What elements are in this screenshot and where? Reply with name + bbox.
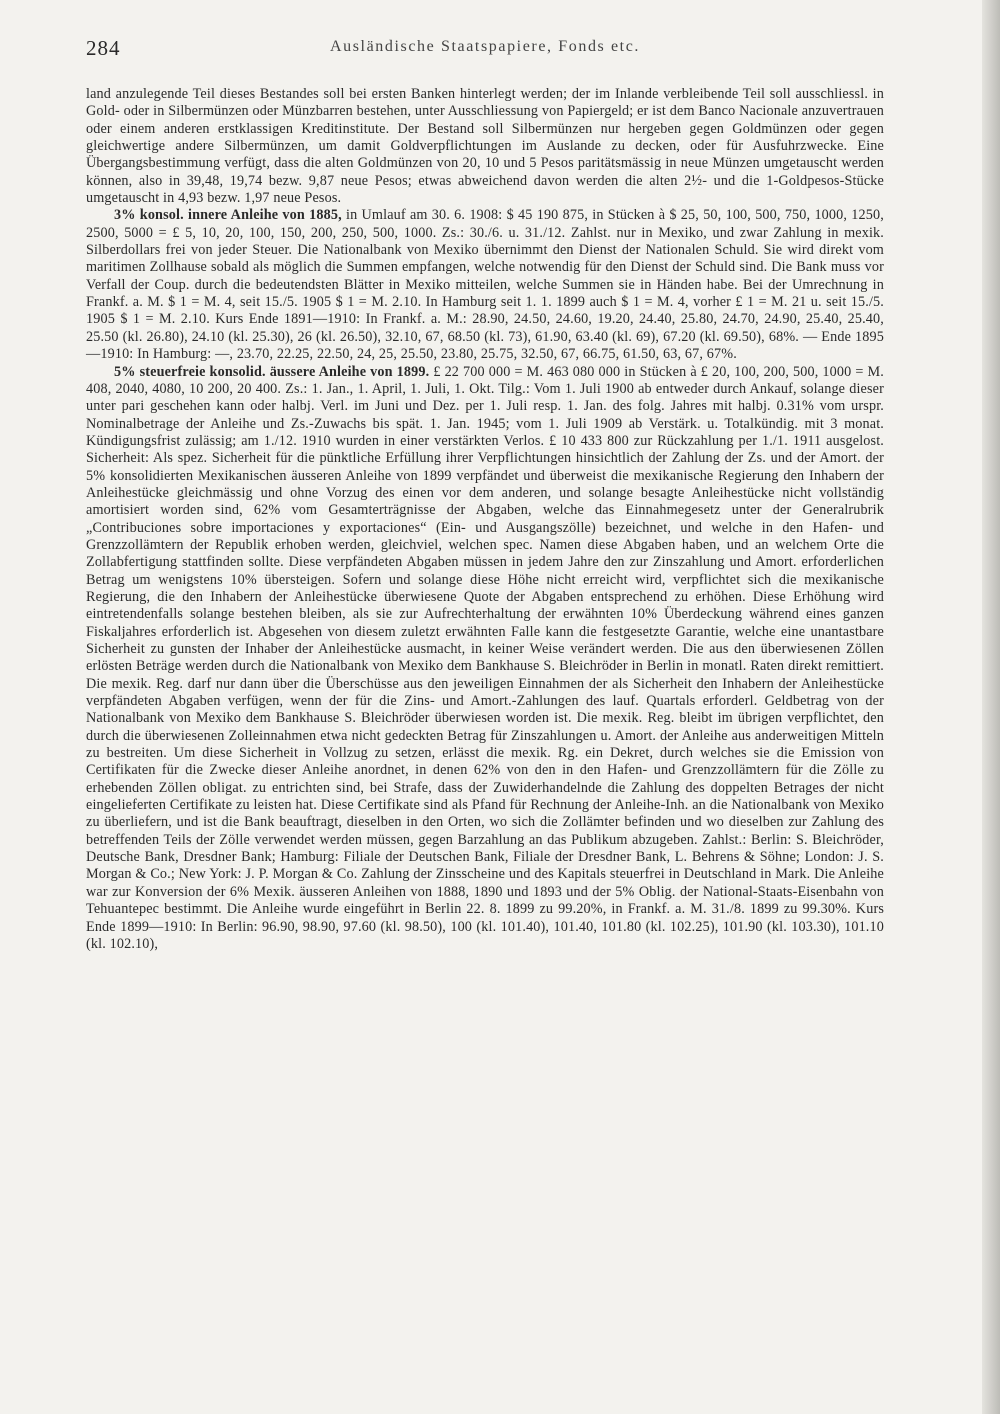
document-page [86, 32, 884, 953]
paragraph-anleihe-1885 [86, 207, 884, 363]
section-heading-anleihe-1885: 3% konsol. innere Anleihe von 1885, [114, 207, 342, 224]
page-number: 284 [86, 36, 121, 60]
page-body [86, 86, 884, 953]
paragraph-text: £ 22 700 000 = M. 463 080 000 in Stücken à £ 20, 100, 200, 500, 1000 = M. 408, 2040, 4080, 10 200, 20 400. Zs.: 1. Jan., 1. April, 1. Juli, 1. Okt. Tilg.: Vom 1. Juli 1900 ab entweder durch Ankauf, solange dieser unter pari geschehen kann oder halbj. Verl. im Juni und Dez. per 1. Juli resp. 1. Jan. des folg. Jahres mit halbj. 0.31% vom urspr. Nominalbetrage der Anleihe und Zs.-Zuwachs bis spät. 1. Jan. 1945; vom 1. Juli 1909 ab Verstärk. u. Totalkündig. mit 3 monat. Kündigungsfrist zulässig; am 1./12. 1910 wurden in einer verstärkten Verlos. £ 10 433 800 zur Rückzahlung per 1./1. 1911 ausgelost. Sicherheit: Als spez. Sicherheit für die pünktliche Erfüllung ihrer Verpflichtungen hinsichtlich der Zahlung der Zs. und der Amort. der 5% konsolidierten Mexikanischen äusseren Anleihe von 1899 verpfändet und überweist die mexikanische Regierung den Inhabern der Anleihestücke gleichmässig und ohne Vorzug des einen vor dem anderen, und solange besagte Anleihestücke nicht vollständig amortisiert worden sind, 62% vom Gesamterträgnisse der Abgaben, welche das Einnahmegesetz unter der Generalrubrik „Contribuciones sobre importaciones y exportaciones“ (Ein- und Ausgangszölle) bezeichnet, und welche in den Hafen- und Grenzzollämtern der Republik erhoben werden, gleichviel, welchen spec. Namen diese Abgaben haben, und an welchem Orte die Zollabfertigung stattfinden sollte. Diese verpfändeten Abgaben müssen in jedem Jahre den zur Zinszahlung und Amort. erforderlichen Betrag um wenigstens 10% übersteigen. Sofern und solange diese Höhe nicht erreicht wird, verpflichtet sich die mexikanische Regierung, die den Inhabern der Anleihestücke überwiesene Quote der Abgaben entsprechend zu erhöhen. Diese Erhöhung wird eintretendenfalls solange bestehen bleiben, als sie zur Aufrechterhaltung der erwähnten 10% Überdeckung während eines ganzen Fiskaljahres erforderlich ist. Abgesehen von diesem zuletzt erwähnten Falle kann die festgesetzte Garantie, welche eine unantastbare Sicherheit zu gunsten der Inhaber der Anleihestücke ausmacht, in keiner Weise verändert werden. Die aus den überwiesenen Zöllen erlösten Beträge werden durch die Nationalbank von Mexiko dem Bankhause S. Bleichröder in Berlin in monatl. Raten direkt remittiert. Die mexik. Reg. darf nur dann über die Überschüsse aus den jeweiligen Einnahmen der als Sicherheit den Inhabern der Anleihestücke verpfändeten Abgaben verfügen, wenn der für die Zins- und Amort.-Zahlungen des lauf. Quartals erforderl. Geldbetrag von der Nationalbank von Mexiko dem Bankhause S. Bleichröder überwiesen worden ist. Die mexik. Reg. bleibt im übrigen verpflichtet, den durch die überwiesenen Zolleinnahmen etwa nicht gedeckten Betrag für Zinszahlungen u. Amort. der Anleihe aus anderweitigen Mitteln zu bestreiten. Um diese Sicherheit in Vollzug zu setzen, erlässt die mexik. Rg. ein Dekret, durch welches sie die Emission von Certifikaten für die Zwecke dieser Anleihe anordnet, in denen 62% von den in den Hafen- und Grenzzollämtern für die Zölle zu erhebenden Zöllen obligat. zu entrichten sind, bei Strafe, dass der Zuwiderhandelnde die Zahlung des doppelten Betrages der nicht eingelieferten Certifikate zu leisten hat. Diese Certifikate sind als Pfand für Rechnung der Anleihe-Inh. an die Nationalbank von Mexiko zu überliefern, und ist die Bank beauftragt, dieselben in den Orten, wo sich die Zollämter befinden und wo dieselben zur Zahlung des betreffenden Teils der Zölle verwendet werden müssen, gegen Barzahlung an das Publikum abzugeben. Zahlst.: Berlin: S. Bleichröder, Deutsche Bank, Dresdner Bank; Hamburg: Filiale der Deutschen Bank, Filiale der Dresdner Bank, L. Behrens & Söhne; London: J. S. Morgan & Co.; New York: J. P. Morgan & Co. Zahlung der Zinsscheine und des Kapitals steuerfrei in Deutschland in Mark. Die Anleihe war zur Konversion der 6% Mexik. äusseren Anleihen von 1888, 1890 und 1893 und der 5% Oblig. der National-Staats-Eisenbahn von Tehuantepec bestimmt. Die Anleihe wurde eingeführt in Berlin 22. 8. 1899 zu 99.20%, in Frankf. a. M. 31./8. 1899 zu 99.30%. Kurs Ende 1899—1910: In Berlin: 96.90, 98.90, 97.60 (kl. 98.50), 100 (kl. 101.40), 101.40, 101.80 (kl. 102.25), 101.90 (kl. 103.30), 101.10 (kl. 102.10), [86, 363, 884, 952]
book-binding-shadow [982, 0, 1000, 1414]
paragraph-text: in Umlauf am 30. 6. 1908: $ 45 190 875, in Stücken à $ 25, 50, 100, 500, 750, 1000, 1250, 2500, 5000 = £ 5, 10, 20, 100, 150, 200, 250, 500, 1000. Zs.: 30./6. u. 31./12. Zahlst. nur in Mexiko, und zwar Zahlung in mexik. Silberdollars frei von jeder Steuer. Die Nationalbank von Mexiko übernimmt den Dienst der Nationalen Schuld. Sie wird direkt vom maritimen Zollhause sobald als möglich die Summen empfangen, welche notwendig für den Dienst der Schuld sind. Die Bank muss vor Verfall der Coup. durch die bedeutendsten Blätter in Mexiko mitteilen, welche Summen sie in Händen habe. Bei der Umrechnung in Frankf. a. M. $ 1 = M. 4, seit 15./5. 1905 $ 1 = M. 2.10. In Hamburg seit 1. 1. 1899 auch $ 1 = M. 4, vorher £ 1 = M. 21 u. seit 15./5. 1905 $ 1 = M. 2.10. Kurs Ende 1891—1910: In Frankf. a. M.: 28.90, 24.50, 24.60, 19.20, 24.40, 25.80, 24.70, 24.90, 25.40, 25.40, 25.50 (kl. 26.80), 24.10 (kl. 25.30), 26 (kl. 26.50), 32.10, 67, 68.50 (kl. 73), 61.90, 63.40 (kl. 69), 67.20 (kl. 69.50), 68%. — Ende 1895—1910: In Hamburg: —, 23.70, 22.25, 22.50, 24, 25, 25.50, 23.80, 25.75, 32.50, 67, 66.75, 61.50, 63, 67, 67%. [86, 207, 884, 363]
paragraph-bestand [86, 86, 884, 207]
paragraph-anleihe-1899 [86, 364, 884, 954]
page-header [86, 32, 884, 72]
running-head: Ausländische Staatspapiere, Fonds etc. [329, 38, 641, 55]
paragraph-text: land anzulegende Teil dieses Bestandes soll bei ersten Banken hinterlegt werden; der im Inlande verbleibende Teil soll ausschliessl. in Gold- oder in Silbermünzen oder Münzbarren bestehen, unter Ausschliessung von Papiergeld; er ist dem Banco Nacionale anzuvertrauen oder einem anderen erstklassigen Kreditinstitute. Der Bestand soll Silbermünzen nur hergeben gegen Goldmünzen oder gegen gleichwertige andere Silbermünzen, um damit Goldverpflichtungen im Auslande zu decken, oder für Ausfuhrzwecke. Eine Übergangsbestimmung verfügt, dass die alten Goldmünzen von 20, 10 und 5 Pesos paritätsmässig in neue Münzen umgetauscht werden können, also in 39,48, 19,74 bezw. 9,87 neue Pesos; etwas abweichend davon werden die alten 2½- und die 1-Goldpesos-Stücke umgetauscht in 4,93 bezw. 1,97 neue Pesos. [86, 86, 884, 207]
section-heading-anleihe-1899: 5% steuerfreie konsolid. äussere Anleihe von 1899. [114, 363, 430, 380]
